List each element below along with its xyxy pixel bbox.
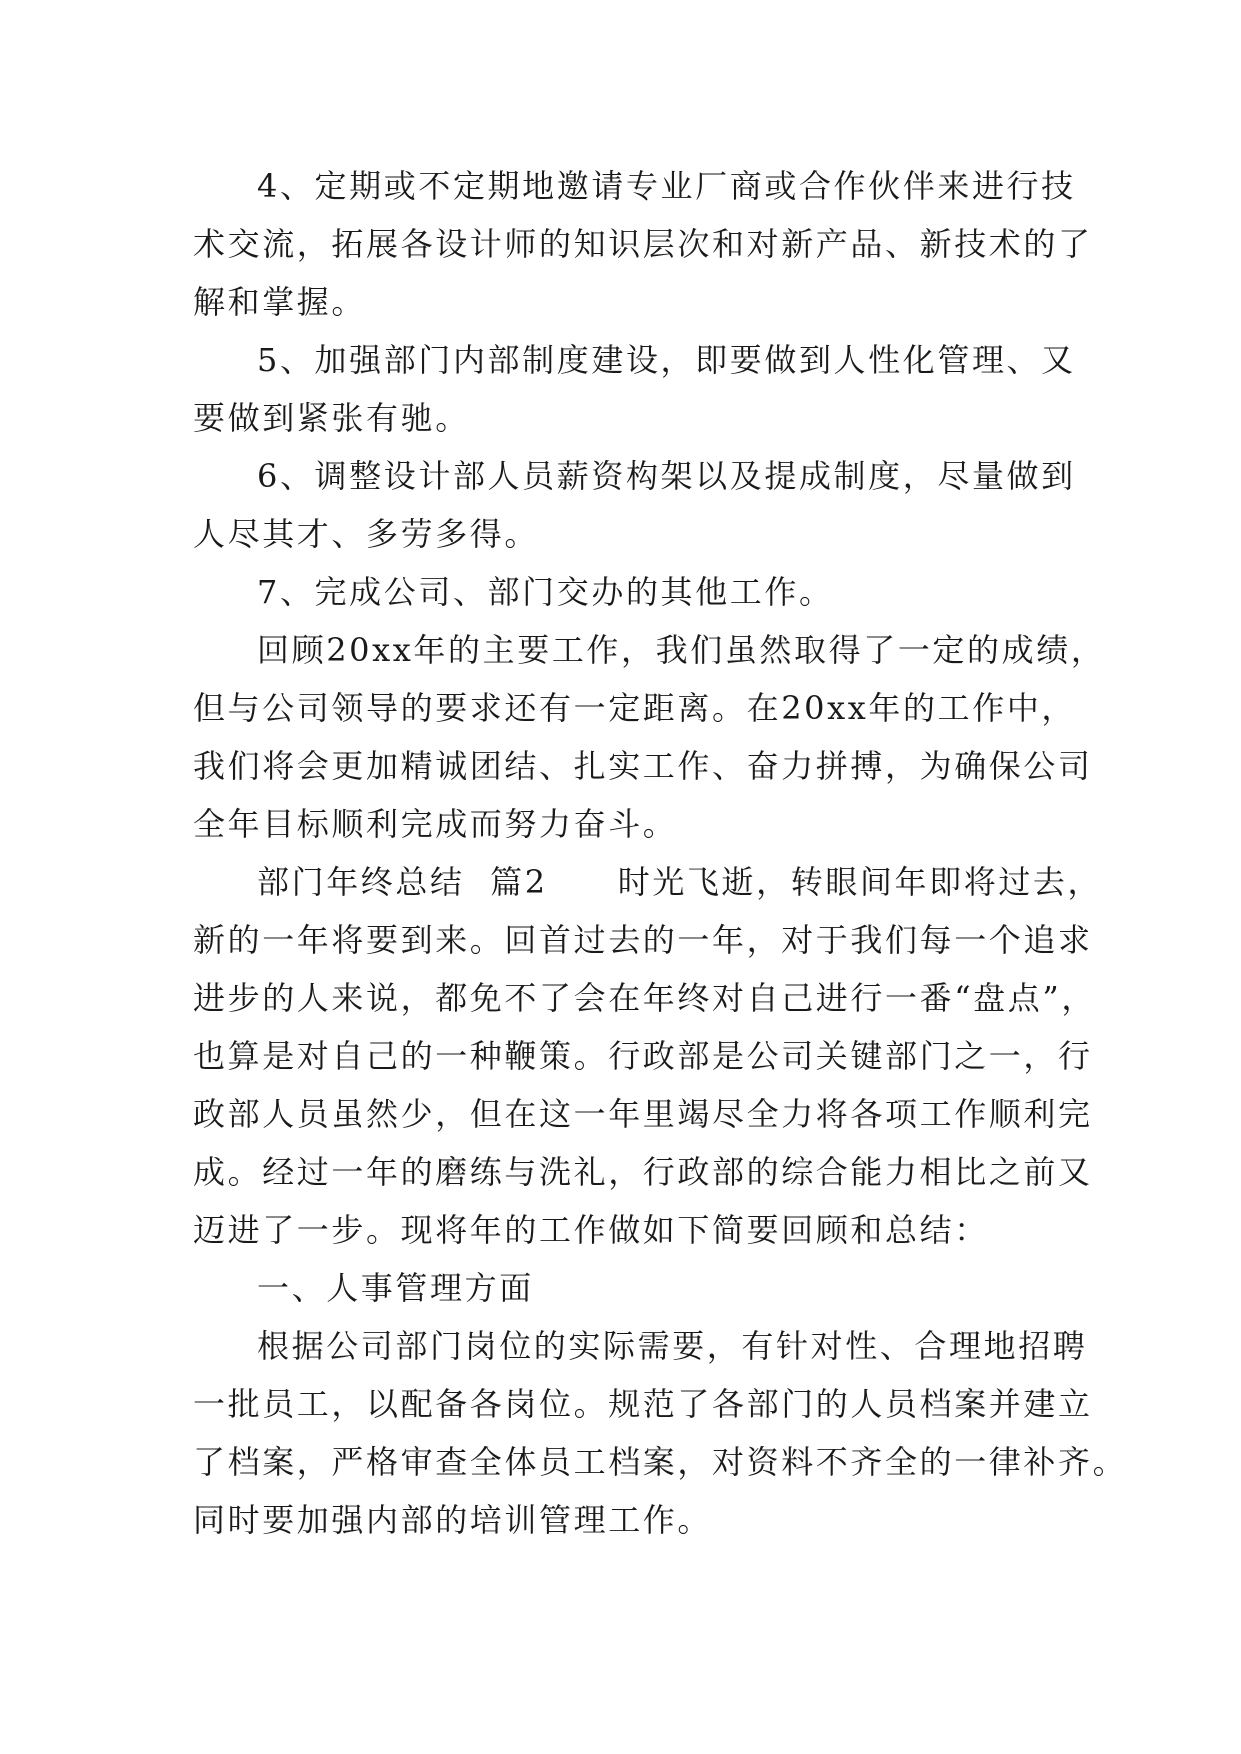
paragraph-item-6 [193,447,1076,563]
text-line: 成。经过一年的磨练与洗礼，行政部的综合能力相比之前又 [193,1153,1093,1191]
text-line: 6、调整设计部人员薪资构架以及提成制度，尽量做到 [257,457,1076,495]
text-line: 迈进了一步。现将年的工作做如下简要回顾和总结： [193,1211,989,1249]
text-line: 了档案，严格审查全体员工档案，对资料不齐全的一律补齐。 [193,1443,1128,1481]
section-heading: 部门年终总结 篇2 [257,863,548,901]
paragraph-hr-details [193,1317,1128,1549]
text-line: 同时要加强内部的培训管理工作。 [193,1501,713,1539]
text-line: 我们将会更加精诚团结、扎实工作、奋力拼搏，为确保公司 [193,747,1093,785]
text-line: 解和掌握。 [193,283,367,321]
text-line: 全年目标顺利完成而努力奋斗。 [193,805,678,843]
text-line: 回顾20xx年的主要工作，我们虽然取得了一定的成绩， [257,631,1106,669]
text-line: 根据公司部门岗位的实际需要，有针对性、合理地招聘 [257,1327,1088,1365]
text-line: 7、完成公司、部门交办的其他工作。 [257,573,834,611]
subheading-hr [193,1259,1059,1317]
text-line: 术交流，拓展各设计师的知识层次和对新产品、新技术的了 [193,225,1093,263]
text-line: 也算是对自己的一种鞭策。行政部是公司关键部门之一，行 [193,1037,1093,1075]
text-line: 要做到紧张有驰。 [193,399,470,437]
text-line [193,853,1103,911]
text-line: 人尽其才、多劳多得。 [193,515,540,553]
text-line: 一、人事管理方面 [257,1269,534,1307]
paragraph-review [193,621,1106,853]
text-line: 5、加强部门内部制度建设，即要做到人性化管理、又 [257,341,1076,379]
paragraph-item-4 [193,157,1093,331]
text-line: 政部人员虽然少，但在这一年里竭尽全力将各项工作顺利完 [193,1095,1093,1133]
document-body [193,157,1128,1549]
text-line: 但与公司领导的要求还有一定距离。在20xx年的工作中， [193,689,1077,727]
text-line: 4、定期或不定期地邀请专业厂商或合作伙伴来进行技 [257,167,1076,205]
text-line: 新的一年将要到来。回首过去的一年，对于我们每一个追求 [193,921,1093,959]
text-line: 一批员工，以配备各岗位。规范了各部门的人员档案并建立 [193,1385,1093,1423]
paragraph-item-7 [193,563,1059,621]
section-lead-text: 时光飞逝，转眼间年即将过去， [617,863,1103,901]
paragraph-section-2 [193,853,1103,1259]
paragraph-item-5 [193,331,1076,447]
text-line: 进步的人来说，都免不了会在年终对自己进行一番“盘点”， [193,979,1096,1017]
